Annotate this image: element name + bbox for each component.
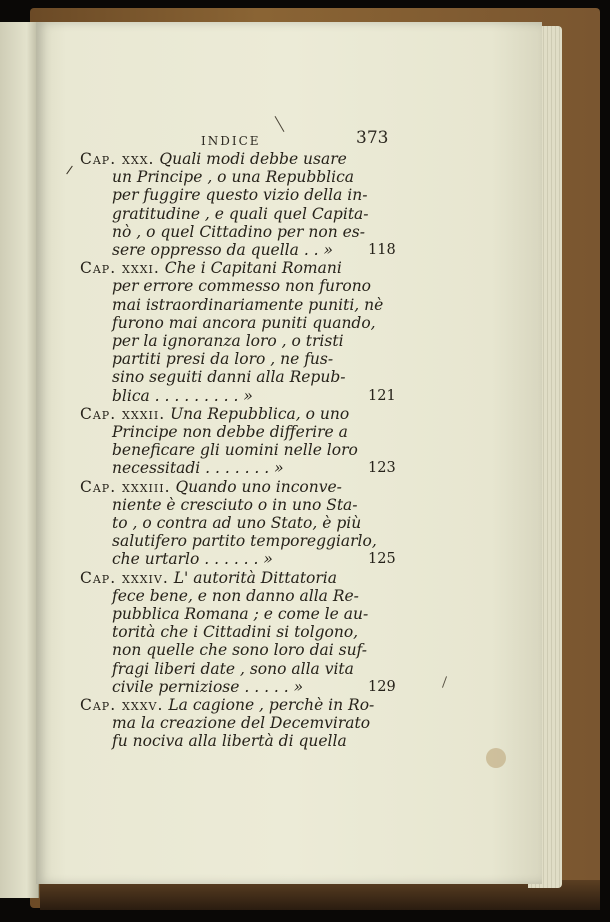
index-entry-line: non quelle che sono loro dai suf- xyxy=(112,641,367,660)
index-entry-line: partiti presi da loro , ne fus- xyxy=(112,350,334,369)
index-entry-heading xyxy=(80,259,342,277)
index-entry-line: per fuggire questo vizio della in- xyxy=(112,186,368,205)
index-entry-line: pubblica Romana ; e come le au- xyxy=(112,605,369,623)
chapter-title-text: La cagione , perchè in Ro- xyxy=(163,696,375,714)
page-number: 373 xyxy=(356,128,389,148)
index-entry-line: necessitadi . . . . . . . » xyxy=(112,459,284,478)
index-entry-line: civile perniziose . . . . . » xyxy=(112,677,304,696)
chapter-title-text: Quando uno inconve- xyxy=(170,477,342,496)
chapter-title-text: L' autorità Dittatoria xyxy=(168,568,337,587)
index-entry-line: to , o contra ad uno Stato, è più xyxy=(112,514,362,532)
index-entry-line: per la ignoranza loro , o tristi xyxy=(112,332,344,350)
entry-page-number: 121 xyxy=(368,387,396,404)
chapter-label: Cap. xxxiv. xyxy=(80,568,169,587)
running-head: INDICE xyxy=(201,134,261,148)
index-entry-line: blica . . . . . . . . . » xyxy=(112,386,253,405)
entry-page-number: 118 xyxy=(368,242,396,258)
index-entry-line: beneficare gli uomini nelle loro xyxy=(112,441,358,460)
entry-page-number: 129 xyxy=(368,678,396,695)
paper-stain xyxy=(486,748,506,768)
index-entry-heading xyxy=(80,405,349,423)
index-entry-line: niente è cresciuto o in uno Sta- xyxy=(112,495,358,514)
entry-page-number: 125 xyxy=(368,551,396,568)
index-entry-heading xyxy=(80,478,342,496)
chapter-title-text: Una Repubblica, o uno xyxy=(165,404,350,423)
cover-bottom-edge xyxy=(40,880,600,910)
index-entry-line: un Principe , o una Repubblica xyxy=(112,168,355,187)
index-entry-line: Principe non debbe differire a xyxy=(112,423,348,441)
index-entry-line: per errore commesso non furono xyxy=(112,277,372,296)
index-entry-line: torità che i Cittadini si tolgono, xyxy=(112,623,359,642)
index-entry-line: sere oppresso da quella . . » xyxy=(112,241,334,259)
index-entry-line: che urtarlo . . . . . . » xyxy=(112,550,273,569)
chapter-label: Cap. xxxi. xyxy=(80,259,160,278)
chapter-title-text: Quali modi debbe usare xyxy=(154,150,347,168)
index-entry-line: fece bene, e non danno alla Re- xyxy=(112,586,359,605)
chapter-label: Cap. xxxv. xyxy=(80,696,164,714)
index-entry-heading xyxy=(80,696,374,714)
index-entry-heading xyxy=(80,569,337,587)
index-entry-line: fragi liberi date , sono alla vita xyxy=(112,659,354,678)
chapter-title-text: Che i Capitani Romani xyxy=(159,259,342,278)
chapter-label: Cap. xxxii. xyxy=(80,404,166,423)
index-entry-line: nò , o quel Cittadino per non es- xyxy=(112,222,365,241)
index-entry-line: sino seguiti danni alla Repub- xyxy=(112,368,346,387)
index-entry-line: salutifero partito temporeggiarlo, xyxy=(112,532,377,551)
index-entry-line: furono mai ancora puniti quando, xyxy=(112,313,376,332)
index-entry-line: mai istraordinariamente puniti, nè xyxy=(112,295,384,314)
index-entry-heading xyxy=(80,150,347,168)
chapter-label: Cap. xxx. xyxy=(80,150,155,168)
index-entry-line: gratitudine , e quali quel Capita- xyxy=(112,204,369,223)
entry-page-number: 123 xyxy=(368,460,396,477)
index-entry-line: ma la creazione del Decemvirato xyxy=(112,714,371,733)
chapter-label: Cap. xxxiii. xyxy=(80,477,171,496)
left-page-leaf xyxy=(0,22,39,898)
index-entry-line: fu nociva alla libertà di quella xyxy=(112,732,347,751)
